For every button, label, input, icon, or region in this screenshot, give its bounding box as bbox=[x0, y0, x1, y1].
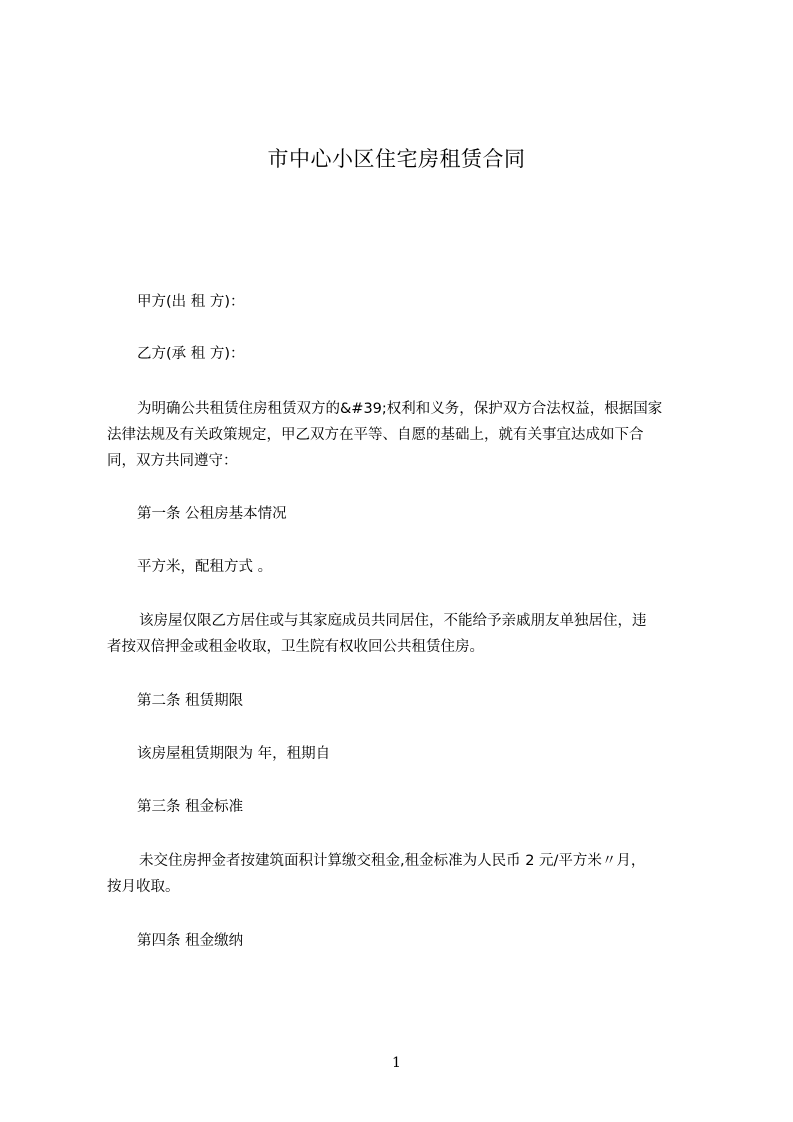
article-2-line: 该房屋租赁期限为 年，租期自 bbox=[137, 746, 331, 762]
article-3-paragraph bbox=[107, 848, 645, 900]
article-1-paragraph bbox=[107, 608, 647, 660]
party-a-line: 甲方(出 租 方)： bbox=[137, 294, 245, 310]
article-3-para-line-1: 未交住房押金者按建筑面积计算缴交租金,租金标准为人民币 2 元/平方米〃月， bbox=[139, 853, 646, 869]
article-1-para-line-2: 者按双倍押金或租金收取，卫生院有权收回公共租赁住房。 bbox=[107, 639, 484, 655]
article-1-line: 平方米，配租方式 。 bbox=[137, 559, 273, 575]
article-4-heading: 第四条 租金缴纳 bbox=[137, 933, 244, 949]
article-1-heading: 第一条 公租房基本情况 bbox=[137, 506, 287, 522]
article-1-para-line-1: 该房屋仅限乙方居住或与其家庭成员共同居住，不能给予亲戚朋友单独居住，违 bbox=[139, 613, 647, 629]
page-number: 1 bbox=[392, 1055, 401, 1071]
party-b-line: 乙方(承 租 方)： bbox=[137, 346, 245, 362]
intro-paragraph bbox=[107, 396, 662, 474]
intro-line-2: 法律法规及有关政策规定，甲乙双方在平等、自愿的基础上，就有关事宜达成如下合 bbox=[107, 427, 644, 443]
article-3-para-line-2: 按月收取。 bbox=[107, 879, 180, 895]
document-title: 市中心小区住宅房租赁合同 bbox=[267, 147, 526, 171]
intro-line-1: 为明确公共租赁住房租赁双方的&#39;权利和义务，保护双方合法权益，根据国家 bbox=[137, 401, 663, 417]
article-2-heading: 第二条 租赁期限 bbox=[137, 693, 244, 709]
intro-line-3: 同，双方共同遵守： bbox=[107, 453, 238, 469]
article-3-heading: 第三条 租金标准 bbox=[137, 799, 244, 815]
